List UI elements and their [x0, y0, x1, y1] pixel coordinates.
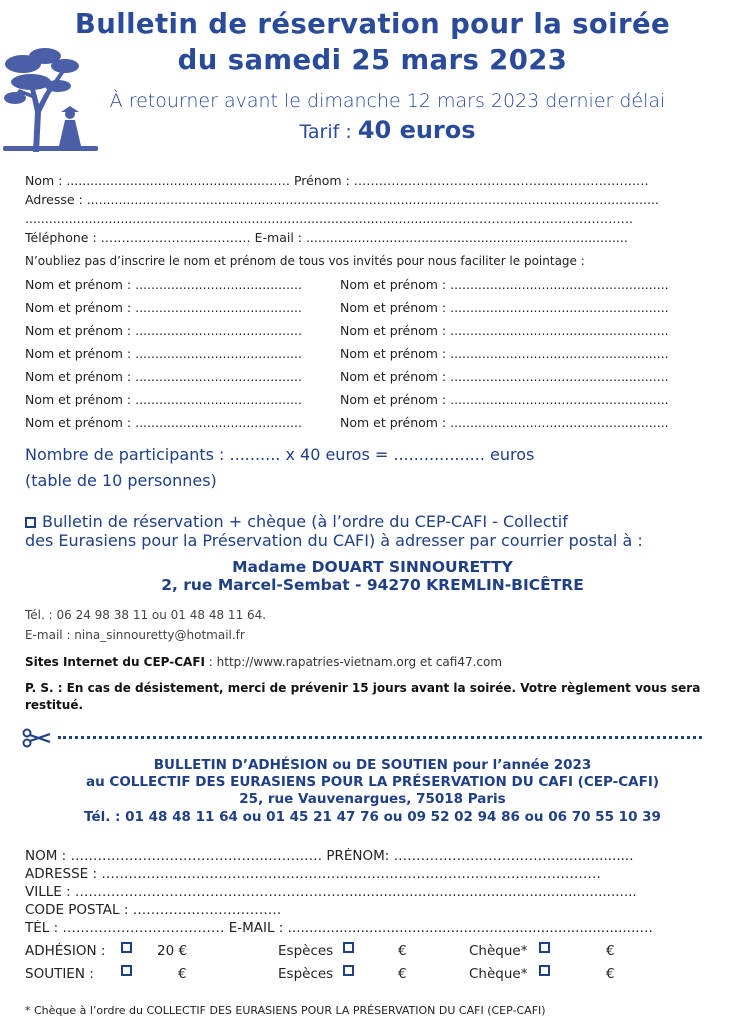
adhesion-checkbox[interactable] — [121, 942, 132, 953]
tarif-value: 40 euros — [357, 116, 476, 144]
guest-name-field[interactable]: Nom et prénom : .......................................... — [25, 323, 302, 338]
footnote: * Chèque à l’ordre du COLLECTIF DES EURASIENS POUR LA PRÉSERVATION DU CAFI (CEP-CAFI) — [25, 1004, 546, 1017]
participants-count-field[interactable]: Nombre de participants : .......... x 40 euros = .................. euros — [25, 445, 535, 464]
tarif — [15, 116, 745, 144]
guest-name-field[interactable]: Nom et prénom : ....................................................... — [340, 415, 669, 430]
table-note: (table de 10 personnes) — [25, 471, 217, 490]
mailing-instructions — [25, 512, 643, 550]
guest-name-field[interactable]: Nom et prénom : ....................................................... — [340, 392, 669, 407]
mailing-line1: Bulletin de réservation + chèque (à l’ordre du CEP-CAFI - Collectif — [42, 512, 568, 531]
adhesion-org: au COLLECTIF DES EURASIENS POUR LA PRÉSERVATION DU CAFI (CEP-CAFI) — [85, 774, 660, 790]
adhesion-address: 25, rue Vauvenargues, 75018 Paris — [239, 791, 506, 807]
telephone-email-field[interactable]: Téléphone : ……………………………… E-mail : ................................................................................. — [25, 230, 628, 245]
recipient-name: Madame DOUART SINNOURETTY — [232, 558, 513, 576]
ps-note: P. S. : En cas de désistement, merci de prévenir 15 jours avant la soirée. Votre règlement vous sera restitué. — [25, 681, 701, 712]
guest-name-field[interactable]: Nom et prénom : ....................................................... — [340, 300, 669, 315]
guest-name-field[interactable]: Nom et prénom : .......................................... — [25, 369, 302, 384]
adhesion-cp-field[interactable]: CODE POSTAL : …………………………… — [25, 902, 282, 918]
websites-label: Sites Internet du CEP-CAFI — [25, 655, 205, 669]
cheque-checkbox[interactable] — [539, 942, 550, 953]
adresse-field[interactable]: Adresse : ................................................................................................................................................ — [25, 192, 659, 207]
websites-links[interactable]: : http://www.rapatries-vietnam.org et cafi47.com — [204, 655, 503, 669]
especes-label: Espèces — [278, 943, 334, 959]
deadline-subtitle: À retourner avant le dimanche 12 mars 2023 dernier délai — [109, 90, 666, 112]
scissors-icon — [22, 728, 52, 748]
mailing-line2: des Eurasiens pour la Préservation du CAFI) à adresser par courrier postal à : — [25, 531, 643, 550]
recipient-street: 2, rue Marcel-Sembat - 94270 KREMLIN-BICÊTRE — [161, 576, 584, 594]
contact-email: E-mail : nina_sinnouretty@hotmail.fr — [25, 628, 245, 642]
adhesion-tel-email-field[interactable]: TÉL : ……………………………… E-MAIL : ..................................................................................… — [25, 920, 654, 936]
guest-name-field[interactable]: Nom et prénom : ....................................................... — [340, 323, 669, 338]
guest-name-field[interactable]: Nom et prénom : .......................................... — [25, 346, 302, 361]
guest-name-field[interactable]: Nom et prénom : ....................................................... — [340, 277, 669, 292]
adhesion-amount: 20 € — [157, 943, 188, 959]
cut-line — [22, 728, 702, 748]
guest-name-field[interactable]: Nom et prénom : .......................................... — [25, 392, 302, 407]
soutien-label: SOUTIEN : — [25, 966, 94, 982]
especes-checkbox[interactable] — [343, 965, 354, 976]
cheque-euro: € — [606, 966, 615, 982]
guests-reminder: N’oubliez pas d’inscrire le nom et prénom de tous vos invités pour nous faciliter le pointage : — [25, 254, 585, 268]
page-title-line1: Bulletin de réservation pour la soirée — [74, 8, 671, 40]
especes-euro: € — [398, 966, 407, 982]
adhesion-title: BULLETIN D’ADHÉSION ou DE SOUTIEN pour l’année 2023 — [153, 757, 592, 773]
soutien-amount: € — [178, 966, 187, 982]
soutien-checkbox[interactable] — [121, 965, 132, 976]
especes-euro: € — [398, 943, 407, 959]
cheque-label: Chèque* — [469, 966, 528, 982]
guest-name-field[interactable]: Nom et prénom : .......................................... — [25, 415, 302, 430]
adresse-field-line2[interactable]: .............................................................................................................…………………………………… — [25, 211, 634, 226]
especes-label: Espèces — [278, 966, 334, 982]
cheque-checkbox[interactable] — [539, 965, 550, 976]
guest-name-field[interactable]: Nom et prénom : .......................................... — [25, 277, 302, 292]
nom-prenom-field[interactable]: Nom : ..................................................…… Prénom : ……………………………………….....………………… — [25, 173, 649, 188]
page-title-line2: du samedi 25 mars 2023 — [177, 44, 568, 76]
adhesion-label: ADHÉSION : — [25, 943, 106, 959]
cheque-euro: € — [606, 943, 615, 959]
especes-checkbox[interactable] — [343, 942, 354, 953]
adhesion-phones: Tél. : 01 48 48 11 64 ou 01 45 21 47 76 ou 09 52 02 94 86 ou 06 70 55 10 39 — [84, 809, 661, 825]
adhesion-nom-field[interactable]: NOM : ……………………………………..………… PRÉNOM: ………………………………..…............. — [25, 848, 634, 864]
contact-tel: Tél. : 06 24 98 38 11 ou 01 48 48 11 64. — [25, 608, 267, 622]
cheque-label: Chèque* — [469, 943, 528, 959]
adhesion-ville-field[interactable]: VILLE : ……………………………………………….……................................................................... — [25, 884, 637, 900]
adhesion-adresse-field[interactable]: ADRESSE : ………………………………………………………………………………………………… — [25, 866, 601, 882]
websites — [25, 655, 502, 669]
guest-name-field[interactable]: Nom et prénom : .......................................... — [25, 300, 302, 315]
tarif-label: Tarif : — [299, 121, 358, 143]
guest-name-field[interactable]: Nom et prénom : ....................................................... — [340, 369, 669, 384]
guest-name-field[interactable]: Nom et prénom : ....................................................... — [340, 346, 669, 361]
checkbox-icon — [25, 517, 36, 528]
